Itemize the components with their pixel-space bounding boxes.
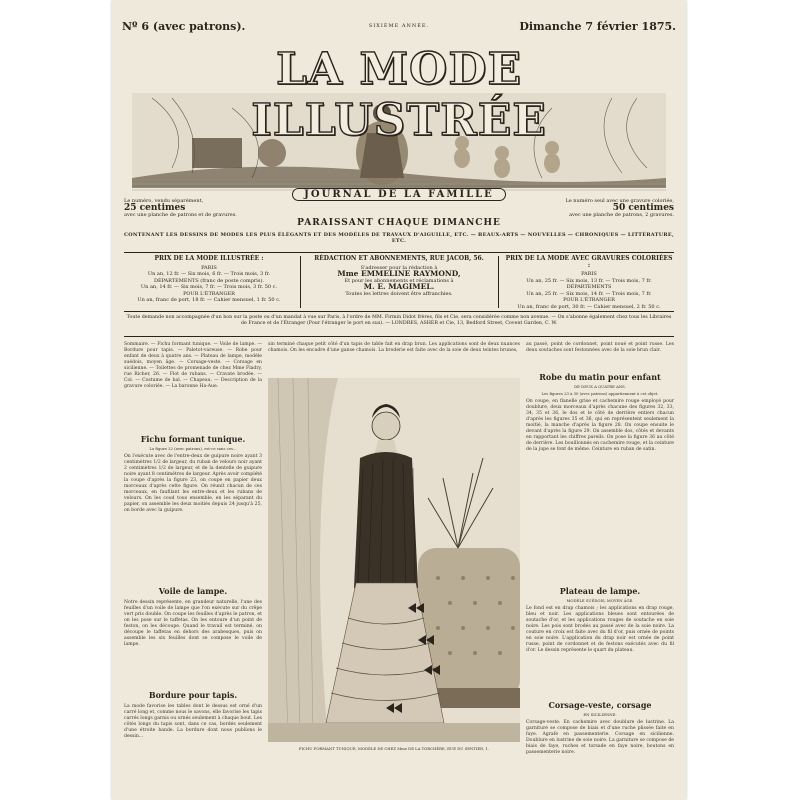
newspaper-page [112,0,686,800]
corsage-subtitle: EN SICILIENNE. [583,712,617,717]
center-intro: sin terminé chaque petit côté d'un tapis de table fait en drap brun. Les applications sont de deux nuances chamois. On les encadre d'une ganse chamois. La broderie est faite avec de la soie de deux teintes brunes, [268,342,520,353]
weekly-banner: PARAISSANT CHAQUE DIMANCHE [297,218,501,228]
subscription-box-center: RÉDACTION ET ABONNEMENTS, RUE JACOB, 56. S'adresser pour la rédaction à Mme EMMELINE RAYMOND, Et pour les abonnements et réclamations à M. E. MAGIMEL. Toutes les lettres doivent être affranchies. [314,255,484,297]
sommaire-text: Sommaire. — Fichu formant tunique. — Voile de lampe. — Bordure pour tapis. — Paletot-vareuse. — Robe pour enfant de deux à quatre ans. — Plateau de lampe, modèle suédois, moyen âge. — Corsage-veste. — Corsage en sicilienne. — Toilettes de promenade de chez Mme Fladry, rue Richer, 26. — Flot de rubans. — Cravate brodée. — Col. — Costume de bal. — Chapeau. — Description de la gravure coloriée. — La baronne Ha-Aue. [124,342,262,389]
subscription-box-right: PRIX DE LA MODE AVEC GRAVURES COLORIÉES : PARIS Un an, 25 fr. — Six mois, 13 fr. — Trois mois, 7 fr. DÉPARTEMENTS Un an, 25 fr. — Six mois, 14 fr. — Trois mois, 7 fr. POUR L'ÉTRANGER Un an, franc de port, 30 fr. — Cahier mensuel, 2 fr. 50 c. [505,255,673,310]
issue-line [122,20,676,36]
issue-year: SIXIÈME ANNÉE. [368,23,430,29]
illustration-caption: FICHU FORMANT TUNIQUE, MODÈLE DE CHEZ Mme DE LA TORCHÈRE, RUE DU SENTIER, 1. [298,746,490,751]
heading-robe: Robe du matin pour enfant [539,372,661,382]
contents-line: CONTENANT LES DESSINS DE MODES LES PLUS ÉLÉGANTS ET DES MODÈLES DE TRAVAUX D'AIGUILLE, ETC. — BEAUX-ARTS — NOUVELLES — CHRONIQUES — LITTÉRATURE, ETC. [124,232,674,244]
voile-text: Notre dessin représente, en grandeur naturelle, l'une des feuilles d'un voile de lampe que l'on exécute sur du crêpe vert pris double. On coupe les feuilles d'après le patron, et on les pose sur le taffetas. On les entoure d'un point de feston, on les découpe. Quand le travail est terminé, on découpe le taffetas en dehors des arabesques, puis on assemble les six feuilles dont se compose le voile de lampe. [124,600,262,647]
single-issue-price-right: Le numéro seul avec une gravure coloriée, 50 centimes avec une planche de patrons, 2 gravures. [565,198,674,218]
robe-text: On coupe, en flanelle grise et cachemire rouge employé pour doublure, deux morceaux d'après chacune des figures 32, 33, 34, 35 et 36, le dos et le côté de derrière entiers chacun d'après les figures 35 et 36, qui en représentent seulement la moitié, la manche d'après la figure 28. On coupe ensuite le devant d'après la figure 29. On assemble dos, côtés et devants en rapportant les chiffres pareils. On pose la figure 36 au côté de derrière. Les bouillonnés en cachemire rouge, et la ceinture de la jupe se font de même. Ceinture en ruban de satin. [526,399,674,452]
fashion-illustration [268,378,520,742]
bordure-text: La mode favorise les tables dont le dessus est orné d'un carré long et, comme nous le savons, elle favorise les tapis carrés longs garnis ou ornés seulement à chaque bout. Les côtés longs du tapis sont, dans ce cas, bordés seulement d'une étroite bande. La bordure dont nous publions le dessin... [124,704,262,739]
box-separator [300,256,301,308]
robe-subtitle: DE DEUX A QUATRE ANS. [574,384,626,389]
robe-note: Les figures 23 à 30 (avec patrons) appartiennent à cet objet. [541,391,659,396]
heading-voile: Voile de lampe. [158,586,228,596]
masthead [132,38,666,208]
issue-number: Nº 6 (avec patrons). [122,20,246,33]
corsage-text: Corsage-veste. En cachemire avec doublure de lustrine. La garniture se compose de biais et d'une ruche plissée faite en faye. Agrafe en passementerie. Corsage en sicilienne. Doublure en lustrine de soie noire. La garniture se compose de biais de faye, ruches et torsade en faye noire, boutons en passementerie noire. [526,720,674,755]
single-issue-price-left: Le numéro, vendu séparément, 25 centimes avec une planche de patrons et de gravures. [124,198,237,218]
subscription-notice: Toute demande non accompagnée d'un bon sur la poste ou d'un mandat à vue sur Paris, à l'ordre de MM. Firmin Didot frères, fils et Cie, sera considérée comme non avenue. — On s'abonne également chez tous les Libraires de France et de l'Étranger (Pour l'étranger le port en sus). — LONDRES, ASHER et Cie, 13, Bedford Street, Covent Garden, C. W. [126,315,672,326]
heading-plateau: Plateau de lampe. [559,586,641,596]
heading-fichu: Fichu formant tunique. [140,434,246,444]
heading-corsage: Corsage-veste, corsage [548,700,652,710]
rule-columns [124,336,674,337]
subscription-box-left: PRIX DE LA MODE ILLUSTRÉE : PARIS Un an, 12 fr. — Six mois, 6 fr. — Trois mois, 3 fr. DÉPARTEMENTS (franc de poste compris). Un an, 14 fr. — Six mois, 7 fr. — Trois mois, 3 fr. 50 c. POUR L'ÉTRANGER Un an, franc de port, 18 fr. — Cahier mensuel, 1 fr. 50 c. [137,255,281,303]
right-intro: au passé, point de cordonnet, point noué et point russe. Les deux soutaches sont festonnées avec de la soie brun clair. [526,342,674,353]
box-separator [498,256,499,308]
rule-top [124,252,674,253]
plateau-text: Le fond est en drap chamois ; les applications en drap rouge, bleu et noir. Les applications bleues sont entourées de soutache d'or, et les applications rouges de soutache en soie noire. Les pois sont brodés au passé avec de la soie noire. La couture en croix est faite avec du fil d'or, puis ornée de points en soie noire. L'application du drap noir est ornée de point russe, point de cordonnet et de festons exécutés avec du fil d'or. Le dessin représente le quart du plateau. [526,606,674,653]
heading-bordure: Bordure pour tapis. [148,690,238,700]
masthead-title: LA MODE ILLUSTRÉE [251,44,547,146]
fichu-subnote: La figure 22 (avec patrons), est-ce sans ces... [149,446,237,451]
fichu-text: On l'exécute avec de l'entre-deux de guipure noire ayant 3 centimètres 1/2 de largeur, du ruban de velours noir ayant 2 centimètres 1/2 de largeur, et de la dentelle de guipure noire ayant 8 centimètres de largeur. Après avoir complété la coupe d'après la figure 23, on coupe en papier deux morceaux d'après cette figure. On réunit chacun de ces morceaux, en faufilant les entre-deux et les rubans de velours. On les coud tous ensemble, en les séparant du papier, on assemble les deux moitiés depuis 24 jusqu'à 25, on borde avec la guipure. [124,454,262,513]
rule-mid [124,311,674,312]
issue-date: Dimanche 7 février 1875. [519,20,676,33]
plateau-subtitle: MODÈLE SUÉDOIS, MOYEN ÂGE. [566,598,634,603]
masthead-subtitle: JOURNAL DE LA FAMILLE [292,188,506,201]
